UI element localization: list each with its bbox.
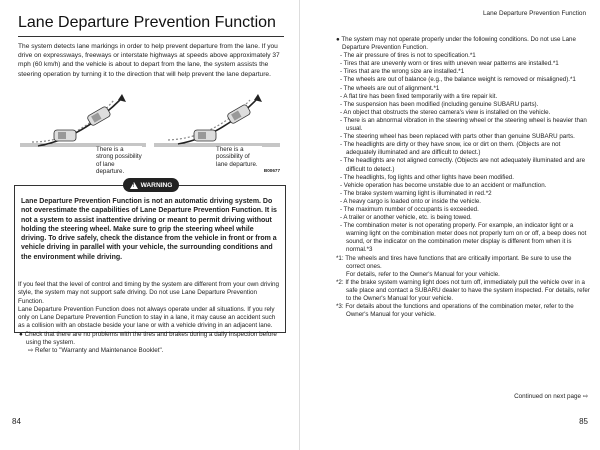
footnote-mark: *2: xyxy=(336,278,344,286)
title-rule xyxy=(18,36,284,37)
condition-item: - The steering wheel has been replaced with parts other than genuine SUBARU parts. xyxy=(340,133,575,141)
left-body-text xyxy=(18,281,282,356)
condition-item: - The air pressure of tires is not to specification.*1 xyxy=(340,52,476,60)
warning-label xyxy=(123,178,179,192)
condition-item: - Vehicle operation has become unstable due to an accident or malfunction. xyxy=(340,181,547,189)
footnote xyxy=(336,255,590,271)
right-page xyxy=(300,0,600,450)
vehicle-icon xyxy=(227,104,252,125)
condition-item: - The maximum number of occupants is exceeded. xyxy=(340,205,479,213)
footnote-text: The wheels and tires have functions that are critically important. Be sure to use the correct ones. xyxy=(345,254,572,270)
intro-paragraph: The system detects lane markings in order to help prevent departure from the lane. If you drive on expressways, freeways or interstate highways at speeds above approximately 37 mph (60 km/h) and the vehicle is about to depart from the lane, the system assists the steering operation by turning it to the direction that will help prevent the lane departure. xyxy=(18,43,280,78)
bullet-text: Check that there are no problems with the tires and brakes during a daily inspection before using the system. xyxy=(24,330,277,347)
footnote-mark: *3: xyxy=(336,303,344,311)
vehicle-icon xyxy=(194,130,216,141)
condition-item: - The headlights, fog lights and other lights have been modified. xyxy=(340,173,514,181)
body-paragraph: Lane Departure Prevention Function does not always operate under all situations. If you rely only on Lane Departure Prevention Function to stay in a lane, it may cause an accident such as a collision with an obstacle beside your lane or with a vehicle driving in an adjacent lane. xyxy=(18,305,276,330)
continued-note: Continued on next page ⇨ xyxy=(514,393,588,400)
diagram-caption-strong: There is a strong possibility of lane departure. xyxy=(96,146,142,176)
condition-item: - The combination meter is not operating properly. For example, an indicator light or a warning light on the combination meter does not properly turn on or off, a beep does not sound, or the indicator on the combination meter display is different from when it is normal.*3 xyxy=(340,222,587,254)
condition-item: - A trailer or another vehicle, etc. is being towed. xyxy=(340,214,472,222)
condition-item: - A heavy cargo is loaded onto or inside the vehicle. xyxy=(340,197,482,205)
diagram-code: B00677 xyxy=(263,168,280,173)
vehicle-icon xyxy=(87,106,112,127)
warning-text: Lane Departure Prevention Function is not an automatic driving system. Do not overestimate the capabilities of Lane Departure Prevention Function. It is not a system to assist inattentive driving or meant to permit driving without holding the steering wheel. Make sure to grip the steering wheel while driving. To drive safely, check the distance from the vehicle in front or from a vehicle driving in parallel with your vehicle, the surrounding conditions and the environment while driving. xyxy=(21,198,277,261)
lane-departure-diagram xyxy=(18,80,282,174)
footnote-text: For details about the functions and operations of the combination meter, refer to the Owner's Manual for your vehicle. xyxy=(345,303,574,319)
condition-item: - An object that obstructs the stereo camera's view is installed on the vehicle. xyxy=(340,108,551,116)
condition-item: - Tires that are unevenly worn or tires with uneven wear patterns are installed.*1 xyxy=(340,60,559,68)
page-number-right: 85 xyxy=(579,417,588,426)
condition-item: - The headlights are dirty or they have snow, ice or dirt on them. (Objects are not adequately illuminated and are difficult to detect.) xyxy=(340,141,561,157)
body-bullet: ● Check that there are no problems with the tires and brakes during a daily inspection before using the system. xyxy=(19,330,277,347)
vehicle-icon xyxy=(54,130,76,141)
condition-item: - Tires that are the wrong size are installed.*1 xyxy=(340,68,465,76)
page-title: Lane Departure Prevention Function xyxy=(18,14,276,31)
condition-item: - A flat tire has been fixed temporarily with a tire repair kit. xyxy=(340,92,498,100)
footnote xyxy=(336,303,590,319)
reference-note: ⇨ Refer to "Warranty and Maintenance Booklet". xyxy=(28,347,164,355)
running-header: Lane Departure Prevention Function xyxy=(482,10,586,17)
condition-item: - The suspension has been modified (including genuine SUBARU parts). xyxy=(340,100,539,108)
condition-item: - The headlights are not aligned correctly. (Objects are not adequately illuminated and are difficult to detect.) xyxy=(340,157,586,173)
diagram-caption-possible: There is a possibility of lane departure. xyxy=(216,146,262,168)
conditions-intro: ● The system may not operate properly under the following conditions. Do not use Lane Departure Prevention Function. xyxy=(336,36,576,52)
right-body xyxy=(336,36,590,319)
warning-label-text: WARNING xyxy=(140,181,173,189)
condition-item: - The wheels are out of alignment.*1 xyxy=(340,84,440,92)
condition-item: - The wheels are out of balance (e.g., the balance weight is removed or misaligned).*1 xyxy=(340,76,576,84)
conditions-intro-text: The system may not operate properly under the following conditions. Do not use Lane Departure Prevention Function. xyxy=(341,36,576,52)
footnote-text: If the brake system warning light does not turn off, immediately pull the vehicle over in a safe place and contact a SUBARU dealer to have the system inspected. For details, refer to the Owner's Manual for your vehicle. xyxy=(345,278,590,302)
condition-item: - The brake system warning light is illuminated in red.*2 xyxy=(340,189,492,197)
condition-item: - There is an abnormal vibration in the steering wheel or the steering wheel is heavier than usual. xyxy=(340,116,587,133)
warning-triangle-icon: ! xyxy=(130,182,138,189)
footnote xyxy=(336,279,590,303)
body-paragraph: If you feel that the level of control and timing by the system are different from your own driving style, the system may not support safe driving. Do not use Lane Departure Prevention Function. xyxy=(18,281,279,305)
footnote-ref: For details, refer to the Owner's Manual for your vehicle. xyxy=(346,270,500,278)
page-number-left: 84 xyxy=(12,417,21,426)
footnote-mark: *1: xyxy=(336,254,344,262)
